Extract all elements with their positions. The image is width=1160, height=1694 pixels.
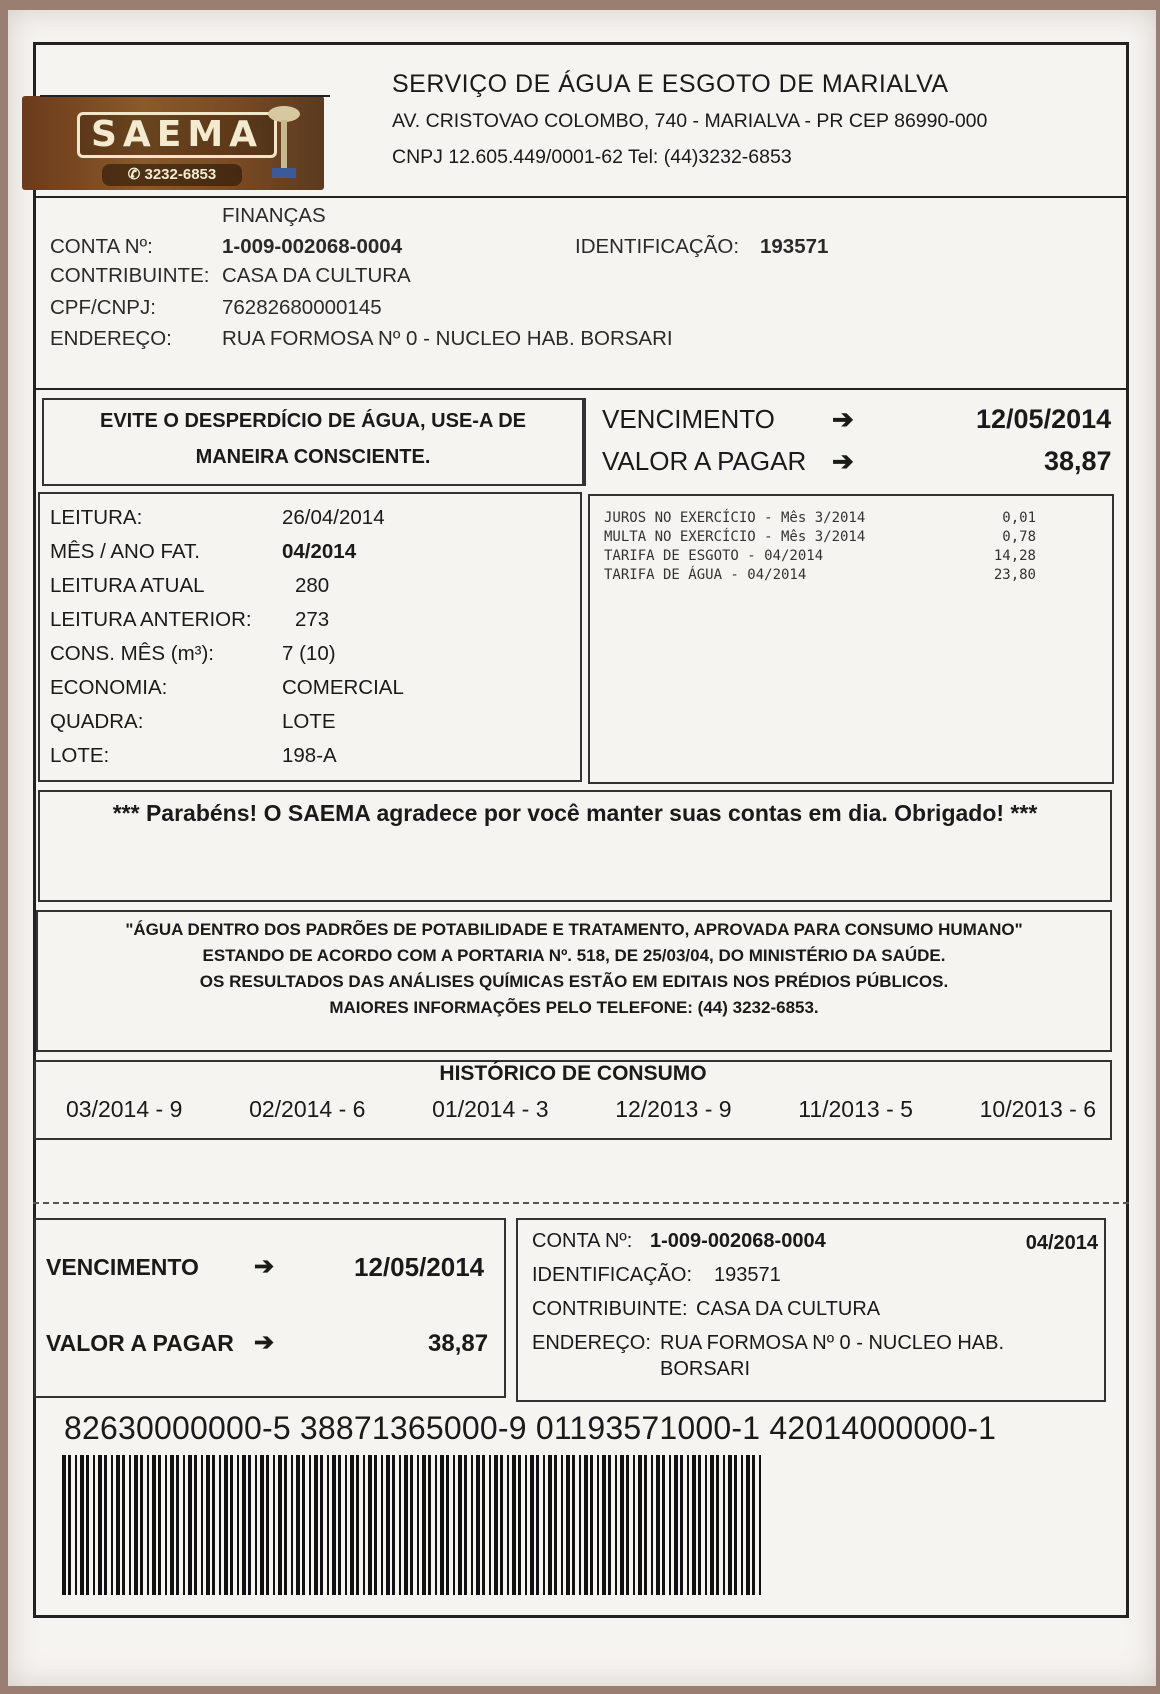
ident-label: IDENTIFICAÇÃO: (575, 235, 740, 258)
quality-line1: "ÁGUA DENTRO DOS PADRÕES DE POTABILIDADE E TRATAMENTO, APROVADA PARA CONSUMO HUMANO" (125, 920, 1023, 939)
saema-logo (22, 96, 324, 190)
arrow-icon: ➔ (254, 1253, 275, 1280)
charge-desc: TARIFA DE ÁGUA - 04/2014 (604, 567, 807, 583)
stub-due-box (34, 1218, 506, 1398)
charge-value: 0,01 (1002, 510, 1036, 526)
reading-value: 198-A (282, 744, 337, 767)
arrow-icon: ➔ (832, 446, 854, 476)
stub-contrib-value: CASA DA CULTURA (696, 1298, 881, 1320)
stub-ref: 04/2014 (1025, 1232, 1098, 1254)
reading-value: 04/2014 (282, 540, 357, 563)
reading-row (50, 608, 570, 642)
thanks-message: *** Parabéns! O SAEMA agradece por você manter suas contas em dia. Obrigado! *** (112, 800, 1038, 826)
charge-desc: JUROS NO EXERCÍCIO - Mês 3/2014 (604, 510, 866, 526)
reading-row (50, 744, 570, 778)
quality-line4: MAIORES INFORMAÇÕES PELO TELEFONE: (44) 3232-6853. (329, 998, 819, 1017)
reading-row (50, 574, 570, 608)
barcode-bar (761, 1455, 764, 1595)
arrow-icon: ➔ (832, 404, 854, 434)
reading-row (50, 710, 570, 744)
contrib-value: CASA DA CULTURA (222, 264, 411, 287)
quality-line3: OS RESULTADOS DAS ANÁLISES QUÍMICAS ESTÃO EM EDITAIS NOS PRÉDIOS PÚBLICOS. (199, 972, 949, 991)
reading-label: LEITURA ANTERIOR: (50, 608, 252, 631)
reading-row (50, 642, 570, 676)
notice-line2: MANEIRA CONSCIENTE. (195, 446, 431, 468)
history-item: 12/2013 - 9 (615, 1096, 732, 1122)
quality-box (36, 910, 1112, 1052)
section-title: FINANÇAS (222, 204, 326, 227)
reading-value: 280 (295, 574, 330, 597)
reading-row (50, 676, 570, 710)
cpf-value: 76282680000145 (222, 296, 382, 319)
reading-label: ECONOMIA: (50, 676, 168, 699)
charge-value: 23,80 (993, 567, 1036, 583)
reading-value: 273 (295, 608, 330, 631)
reading-label: QUADRA: (50, 710, 144, 733)
logo-underline (40, 95, 330, 97)
quality-line2: ESTANDO DE ACORDO COM A PORTARIA Nº. 518, DE 25/03/04, DO MINISTÉRIO DA SAÚDE. (202, 946, 946, 965)
reading-value: COMERCIAL (282, 676, 404, 699)
charge-row (604, 567, 1036, 586)
stub-endereco-label: ENDEREÇO: (532, 1332, 651, 1354)
history-title: HISTÓRICO DE CONSUMO (439, 1062, 707, 1085)
logo-wordmark: SAEMA (77, 112, 277, 158)
reading-label: LEITURA ATUAL (50, 574, 205, 597)
contrib-label: CONTRIBUINTE: (50, 264, 210, 287)
charge-desc: TARIFA DE ESGOTO - 04/2014 (604, 548, 824, 564)
reading-label: CONS. MÊS (m³): (50, 642, 214, 665)
stub-conta-label: CONTA Nº: (532, 1230, 633, 1252)
stub-ident-label: IDENTIFICAÇÃO: (532, 1264, 693, 1286)
reading-value: 26/04/2014 (282, 506, 385, 529)
charges-list (604, 510, 1036, 586)
message-box (38, 790, 1112, 902)
charge-value: 14,28 (993, 548, 1036, 564)
logo-phone: ✆ 3232-6853 (102, 164, 242, 186)
history-list (66, 1096, 1096, 1123)
due-divider (584, 398, 586, 486)
cpf-label: CPF/CNPJ: (50, 296, 156, 319)
reading-label: MÊS / ANO FAT. (50, 540, 200, 563)
stub-valor-label: VALOR A PAGAR (46, 1330, 234, 1356)
history-box (34, 1060, 1112, 1140)
arrow-icon: ➔ (254, 1329, 275, 1356)
reading-row (50, 540, 570, 574)
org-address: AV. CRISTOVAO COLOMBO, 740 - MARIALVA - PR CEP 86990-000 (392, 110, 988, 132)
charges-box (588, 494, 1114, 784)
stub-account-box (516, 1218, 1106, 1402)
water-tower-icon (266, 102, 302, 182)
ident-value: 193571 (760, 235, 829, 258)
due-venc-value: 12/05/2014 (976, 404, 1112, 434)
barcode-digits: 82630000000-5 38871365000-9 01193571000-1 42014000000-1 (64, 1410, 997, 1446)
history-item: 01/2014 - 3 (432, 1096, 549, 1122)
charge-row (604, 529, 1036, 548)
reading-value: LOTE (282, 710, 336, 733)
reading-box (38, 492, 582, 782)
endereco-value: RUA FORMOSA Nº 0 - NUCLEO HAB. BORSARI (222, 327, 673, 350)
notice-line1: EVITE O DESPERDÍCIO DE ÁGUA, USE-A DE (100, 410, 526, 432)
header-divider (33, 196, 1129, 198)
account-divider (33, 388, 1129, 390)
endereco-label: ENDEREÇO: (50, 327, 172, 350)
stub-endereco-value2: BORSARI (660, 1358, 751, 1380)
due-valor-value: 38,87 (1044, 446, 1112, 476)
history-item: 02/2014 - 6 (249, 1096, 366, 1122)
stub-endereco-value1: RUA FORMOSA Nº 0 - NUCLEO HAB. (660, 1332, 1005, 1354)
charge-desc: MULTA NO EXERCÍCIO - Mês 3/2014 (604, 529, 866, 545)
due-valor-label: VALOR A PAGAR (602, 446, 807, 476)
notice-box (42, 398, 584, 486)
history-item: 03/2014 - 9 (66, 1096, 183, 1122)
charge-row (604, 510, 1036, 529)
due-venc-label: VENCIMENTO (602, 404, 775, 434)
stub-venc-value: 12/05/2014 (354, 1252, 485, 1282)
history-item: 11/2013 - 5 (798, 1096, 913, 1122)
conta-label: CONTA Nº: (50, 235, 153, 258)
history-item: 10/2013 - 6 (979, 1096, 1096, 1122)
reading-value: 7 (10) (282, 642, 336, 665)
reading-label: LEITURA: (50, 506, 143, 529)
stub-venc-label: VENCIMENTO (46, 1254, 199, 1280)
charge-value: 0,78 (1002, 529, 1036, 545)
cut-line (33, 1202, 1129, 1204)
org-cnpj-tel: CNPJ 12.605.449/0001-62 Tel: (44)3232-6853 (392, 146, 792, 168)
stub-ident-value: 193571 (714, 1264, 781, 1286)
barcode (62, 1455, 766, 1595)
stub-contrib-label: CONTRIBUINTE: (532, 1298, 688, 1320)
conta-value: 1-009-002068-0004 (222, 235, 403, 258)
reading-row (50, 506, 570, 540)
org-name: SERVIÇO DE ÁGUA E ESGOTO DE MARIALVA (392, 70, 949, 98)
stub-conta-value: 1-009-002068-0004 (650, 1230, 826, 1252)
charge-row (604, 548, 1036, 567)
reading-label: LOTE: (50, 744, 110, 767)
stub-valor-value: 38,87 (428, 1330, 489, 1357)
reading-table (50, 506, 570, 778)
